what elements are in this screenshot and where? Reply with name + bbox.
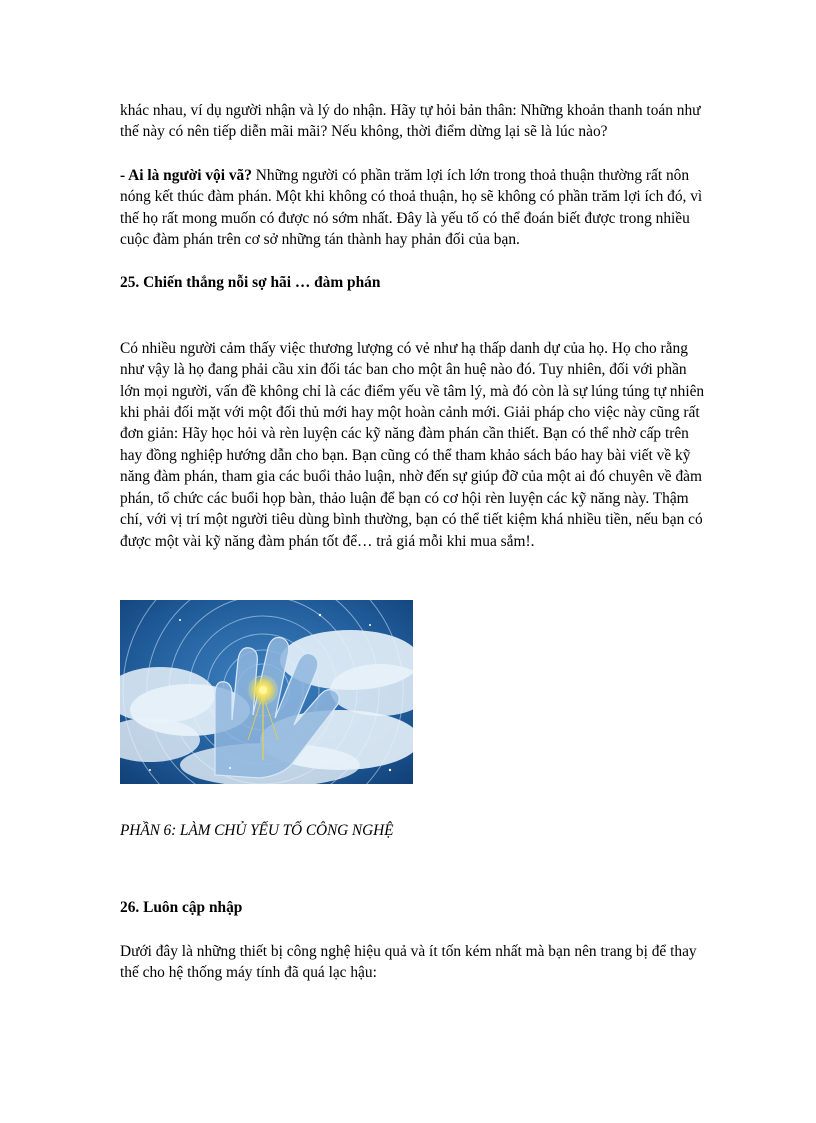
intro-paragraph: khác nhau, ví dụ người nhận và lý do nhận. Hãy tự hỏi bản thân: Những khoản thanh toán như thế này có nên tiếp diễn mãi mãi? Nếu không, thời điểm dừng lại sẽ là lúc nào?: [120, 102, 701, 141]
hurry-text: Những người có phần trăm lợi ích lớn trong thoả thuận thường rất nôn nóng kết thúc đàm phán. Một khi không có thoả thuận, họ sẽ không có phần trăm lợi ích đó, vì thế họ rất mong muốn có được nó sớm nhất. Đây là yếu tố có thể đoán biết được trong nhiều cuộc đàm phán trên cơ sở những tán thành hay phản đối của bạn.: [120, 166, 703, 249]
document-page: [120, 100, 710, 984]
section-heading-25: 25. Chiến thắng nỗi sợ hãi … đàm phán: [120, 274, 381, 292]
section-heading-26: 26. Luôn cập nhập: [120, 899, 243, 917]
hurry-paragraph: [120, 165, 710, 251]
hand-illustration: [120, 600, 413, 784]
section-body-26: Dưới đây là những thiết bị công nghệ hiệu quả và ít tốn kém nhất mà bạn nên trang bị để thay thế cho hệ thống máy tính đã quá lạc hậu:: [120, 942, 697, 982]
hand-signal-icon: [120, 600, 413, 784]
part-6-title: PHẦN 6: LÀM CHỦ YẾU TỐ CÔNG NGHỆ: [120, 821, 394, 839]
hurry-question: - Ai là người vội vã?: [120, 166, 252, 184]
section-body-25: Có nhiều người cảm thấy việc thương lượng có vẻ như hạ thấp danh dự của họ. Họ cho rằng như vậy là họ đang phải cầu xin đối tác ban cho một ân huệ nào đó. Tuy nhiên, đối với phần lớn mọi người, vấn đề không chỉ là các điểm yếu về tâm lý, mà đó còn là sự lúng túng tự nhiên khi phải đối mặt với một đối thủ mới hay một hoàn cảnh mới. Giải pháp cho việc này cũng rất đơn giản: Hãy học hỏi và rèn luyện các kỹ năng đàm phán cần thiết. Bạn có thể nhờ cấp trên hay đồng nghiệp hướng dẫn cho bạn. Bạn cũng có thể tham khảo sách báo hay bài viết về kỹ năng đàm phán, tham gia các buổi thảo luận, nhờ đến sự giúp đỡ của một ai đó chuyên về đàm phán, tổ chức các buổi họp bàn, thảo luận để bạn có cơ hội rèn luyện các kỹ năng này. Thậm chí, với vị trí một người tiêu dùng bình thường, bạn có thể tiết kiệm khá nhiều tiền, nếu bạn có được một vài kỹ năng đàm phán tốt để… trả giá mỗi khi mua sắm!.: [120, 339, 705, 550]
